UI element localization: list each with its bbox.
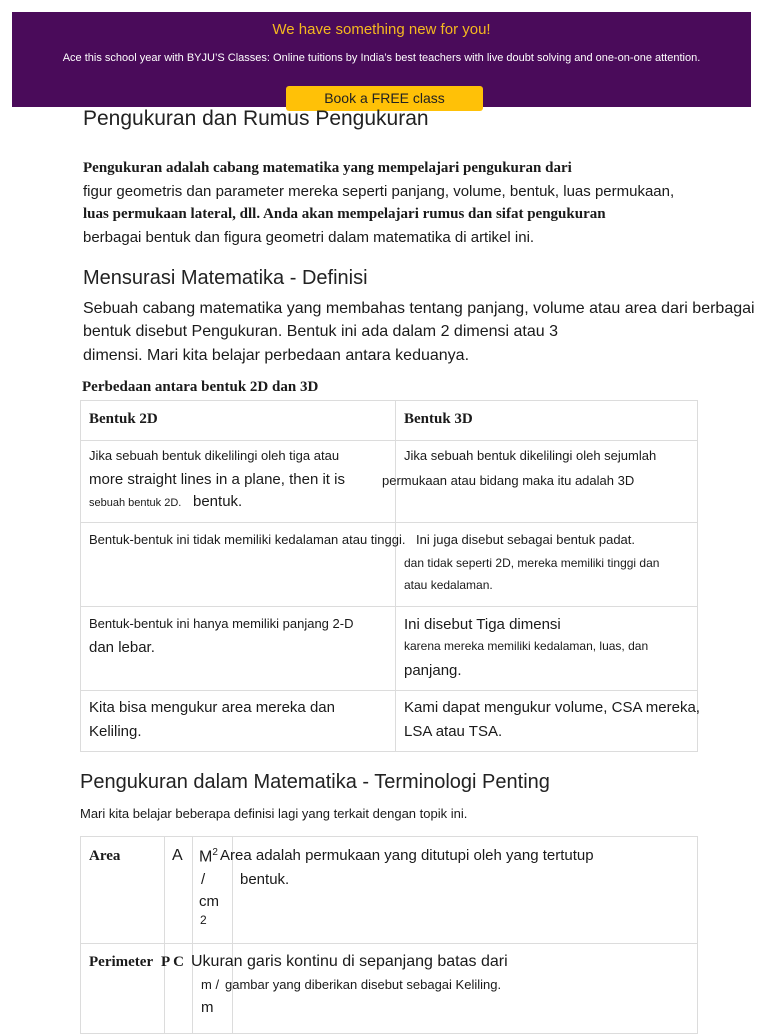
table-cell [161, 944, 193, 1034]
cell-text: dan lebar. [89, 639, 155, 656]
promo-banner [12, 12, 751, 107]
cell-text: karena mereka memiliki kedalaman, luas, dan [404, 639, 649, 653]
banner-headline: We have something new for you! [272, 21, 491, 38]
intro-line-4: berbagai bentuk dan figura geometri dalam matematika di artikel ini. [83, 229, 535, 246]
table-cell [81, 607, 396, 691]
compare-table-caption: Perbedaan antara bentuk 2D dan 3D [82, 379, 319, 395]
cell-text: Ini disebut Tiga dimensi [404, 616, 561, 633]
table-row [81, 401, 698, 441]
cell-text: permukaan atau bidang maka itu adalah 3D [382, 473, 635, 488]
term-area: Area [89, 848, 121, 864]
term-perimeter: Perimeter [89, 954, 154, 970]
cell-text: dan tidak seperti 2D, mereka memiliki tinggi dan [404, 556, 660, 570]
cell-text: m [201, 999, 214, 1016]
cell-text: cm [199, 893, 219, 910]
table-cell [81, 523, 406, 607]
table-cell [396, 691, 698, 752]
definition-line-1: Sebuah cabang matematika yang membahas tentang panjang, volume atau area dari berbagai [83, 300, 755, 317]
cell-text: Ini juga disebut sebagai bentuk padat. [416, 532, 636, 547]
intro-line-1: Pengukuran adalah cabang matematika yang mempelajari pengukuran dari [83, 160, 572, 176]
book-free-class-button[interactable]: Book a FREE class [286, 86, 483, 111]
cell-text: LSA atau TSA. [404, 723, 503, 740]
cell-text: Area adalah permukaan yang ditutupi oleh yang tertutup [220, 847, 594, 864]
header-3d: Bentuk 3D [404, 411, 473, 427]
terminology-heading: Pengukuran dalam Matematika - Terminologi Penting [80, 771, 550, 793]
cell-text: panjang. [404, 662, 462, 679]
table-cell [165, 837, 193, 944]
table-cell [396, 401, 698, 441]
table-cell [81, 691, 396, 752]
cell-text: Jika sebuah bentuk dikelilingi oleh tiga atau [89, 448, 340, 463]
term-area-abbr: A [172, 847, 183, 864]
cell-text: Jika sebuah bentuk dikelilingi oleh sejumlah [404, 448, 657, 463]
definition-line-2: bentuk disebut Pengukuran. Bentuk ini ada dalam 2 dimensi atau 3 [83, 323, 558, 340]
cell-text: bentuk. [193, 493, 243, 510]
table-cell [81, 401, 396, 441]
table-cell [81, 944, 165, 1034]
table-cell [81, 441, 396, 523]
unit-superscript: 2 [212, 847, 218, 858]
cell-text: bentuk. [240, 871, 290, 888]
compare-table [80, 400, 698, 752]
cell-text: m / [201, 977, 220, 992]
cell-text [199, 847, 218, 866]
cell-text: Bentuk-bentuk ini tidak memiliki kedalaman atau tinggi. [89, 532, 406, 547]
cell-text: / [201, 871, 206, 888]
table-row [81, 607, 698, 691]
table-row [81, 837, 698, 944]
page-title: Pengukuran dan Rumus Pengukuran [83, 107, 429, 130]
intro-line-3: luas permukaan lateral, dll. Anda akan mempelajari rumus dan sifat pengukuran [83, 206, 606, 222]
table-row [81, 691, 698, 752]
term-perimeter-abbr: P C [161, 954, 184, 970]
intro-line-2: figur geometris dan parameter mereka seperti panjang, volume, bentuk, luas permukaan, [83, 183, 675, 200]
table-cell [396, 607, 698, 691]
terminology-intro: Mari kita belajar beberapa definisi lagi yang terkait dengan topik ini. [80, 806, 468, 821]
cell-text: more straight lines in a plane, then it is [89, 471, 345, 488]
terminology-table [80, 836, 698, 1034]
cell-text: gambar yang diberikan disebut sebagai Keliling. [225, 977, 502, 992]
cell-text: Keliling. [89, 723, 142, 740]
table-cell [396, 523, 698, 607]
cell-text: Ukuran garis kontinu di sepanjang batas dari [191, 953, 508, 970]
definition-heading: Mensurasi Matematika - Definisi [83, 267, 368, 289]
cell-text: Bentuk-bentuk ini hanya memiliki panjang 2-D [89, 616, 354, 631]
header-2d: Bentuk 2D [89, 411, 158, 427]
table-cell [81, 837, 165, 944]
table-row [81, 441, 698, 523]
table-row [81, 944, 698, 1034]
table-cell [382, 441, 698, 523]
table-cell [220, 837, 698, 944]
banner-subtext: Ace this school year with BYJU’S Classes: Online tuitions by India’s best teachers with live doubt solving and one-on-one attention. [62, 52, 701, 64]
definition-line-3: dimensi. Mari kita belajar perbedaan antara keduanya. [83, 347, 470, 364]
cell-text: 2 [200, 913, 207, 927]
table-row [81, 523, 698, 607]
cell-text: sebuah bentuk 2D. [89, 497, 182, 509]
unit-text: M [199, 848, 213, 866]
cell-text: atau kedalaman. [404, 578, 493, 592]
cell-text: Kami dapat mengukur volume, CSA mereka, [404, 699, 700, 716]
table-cell [191, 944, 698, 1034]
cell-text: Kita bisa mengukur area mereka dan [89, 699, 335, 716]
